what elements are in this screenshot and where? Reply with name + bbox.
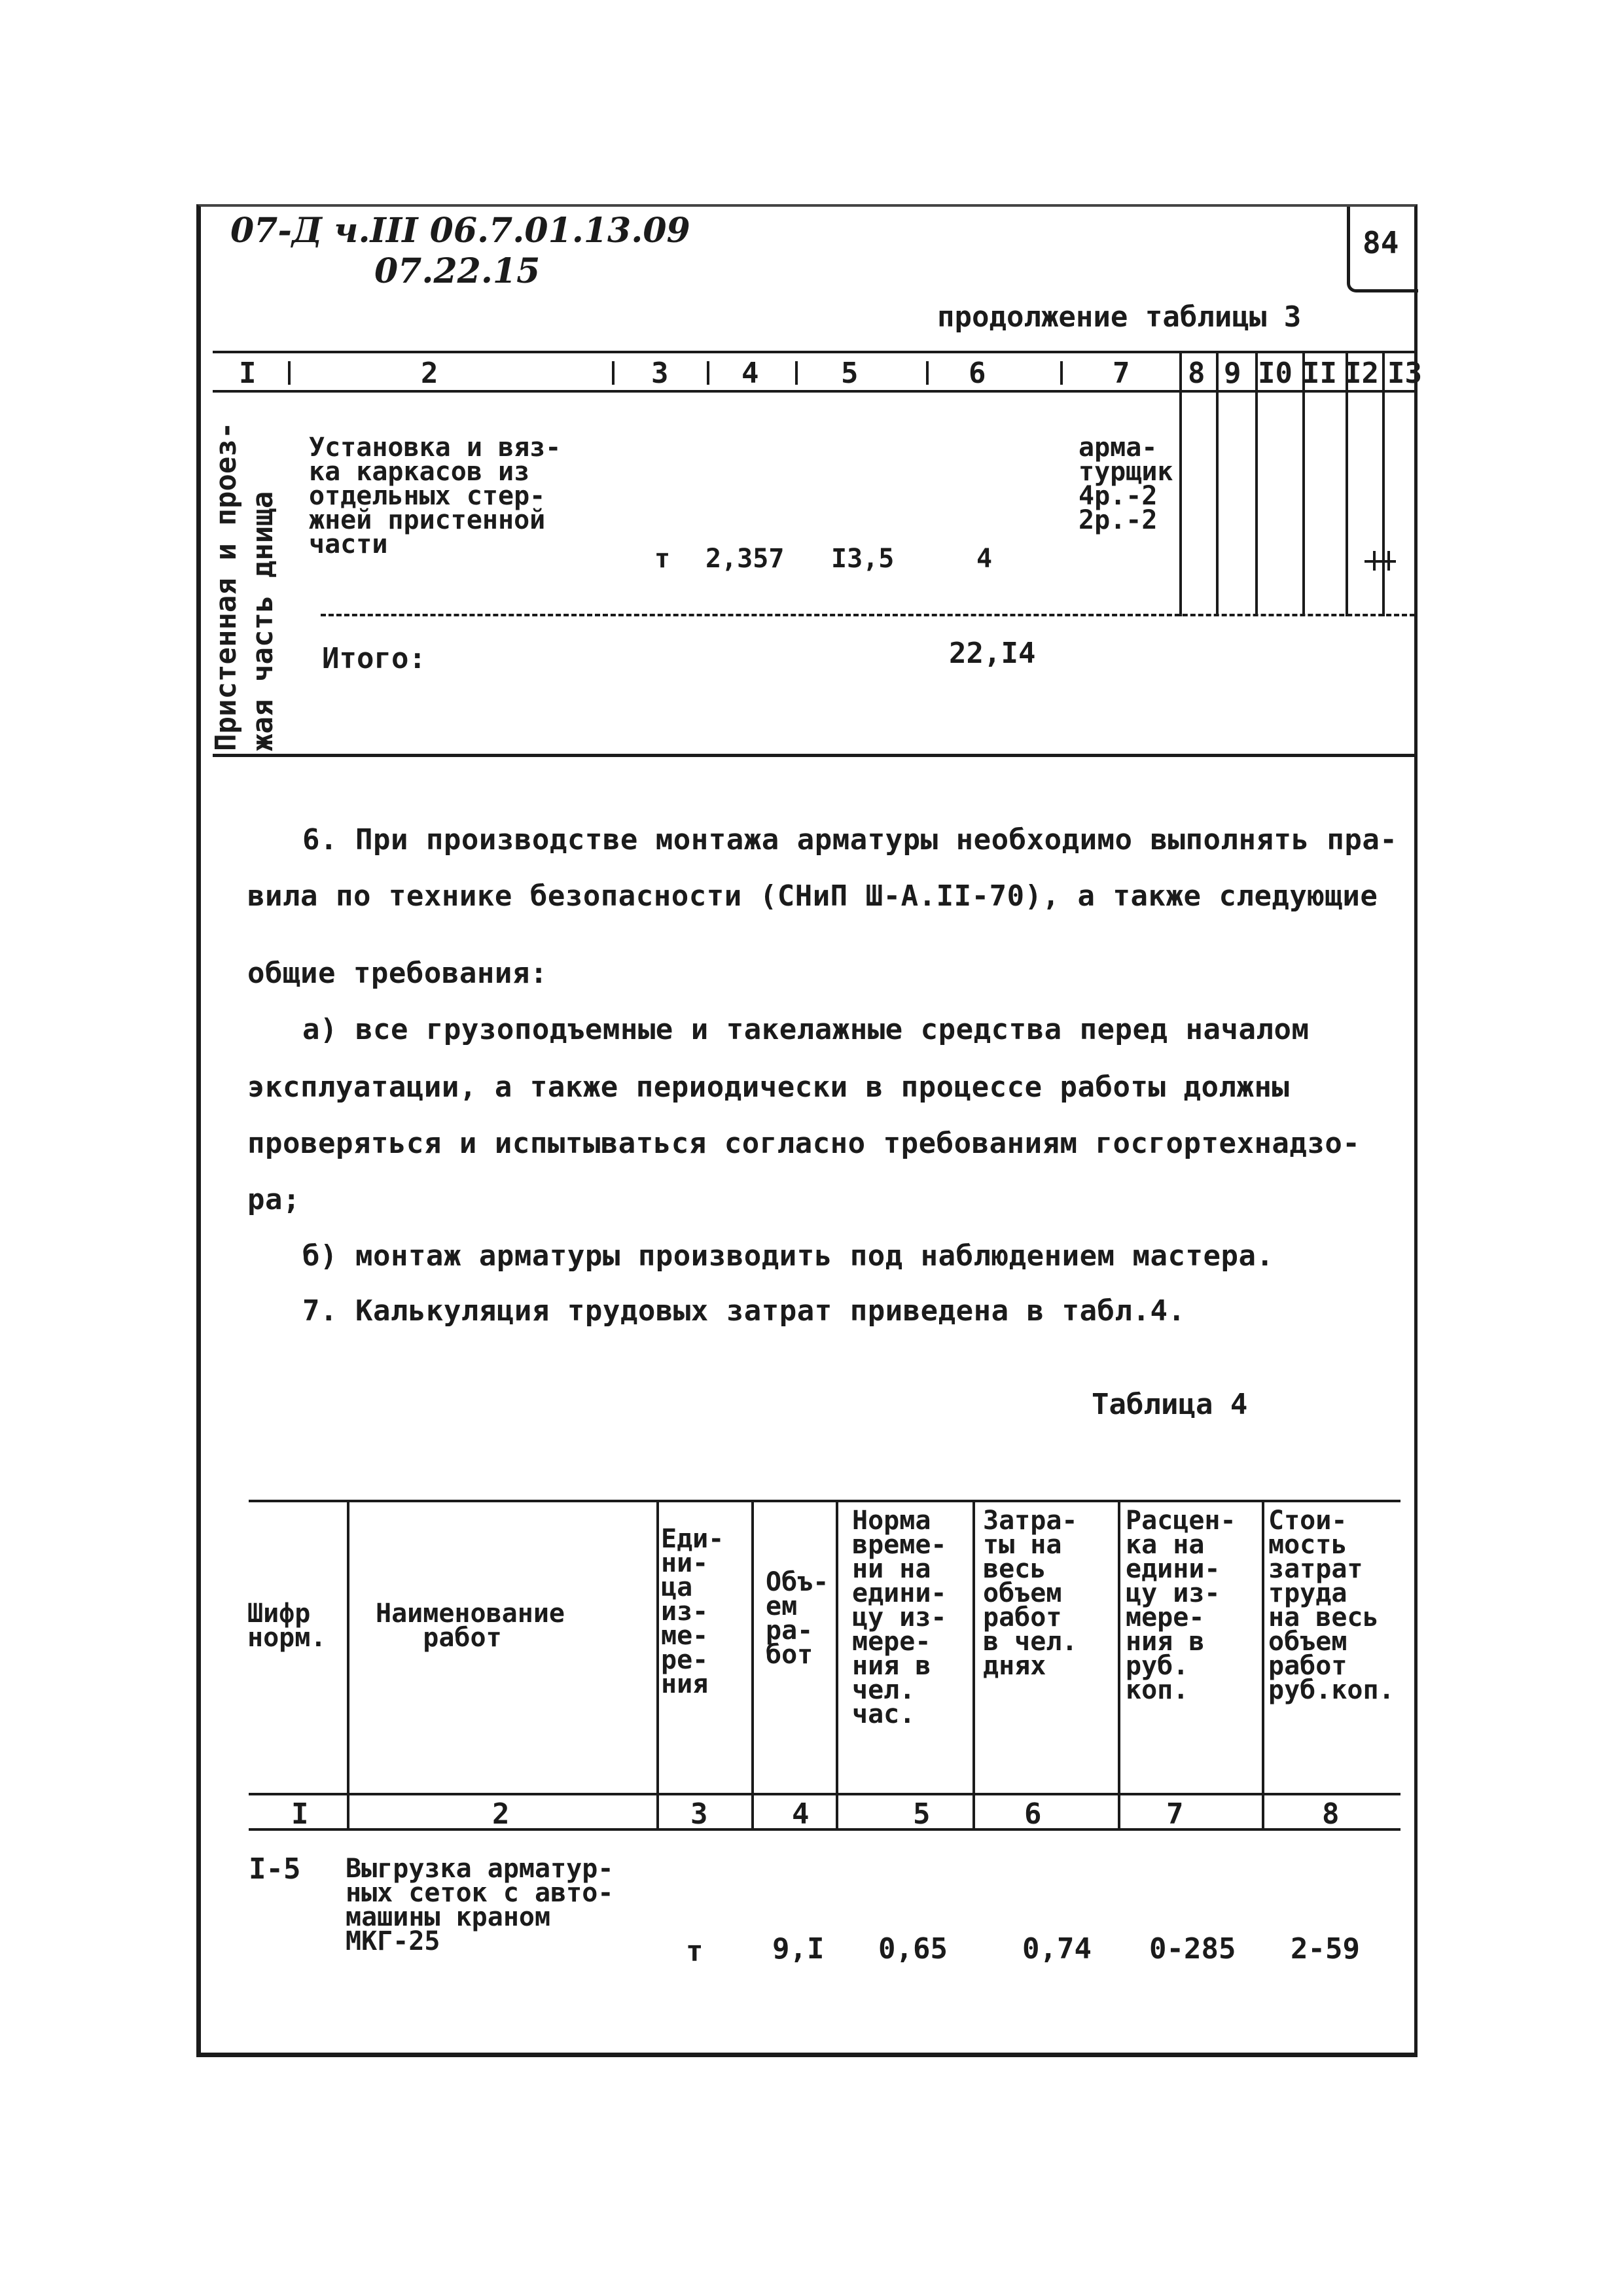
- t4-header-volume: Объ- ем ра- бот: [766, 1567, 829, 1670]
- t3-row-volume: 2,357: [705, 544, 785, 574]
- t3-col-line: [1382, 351, 1385, 616]
- t3-col-num-7: 7: [1113, 357, 1130, 390]
- table4-numbers-rule: [249, 1828, 1400, 1831]
- para-6-line2: вила по технике безопасности (СНиП Ш-А.II-70), а также следующие: [247, 879, 1378, 913]
- t3-col-num-5: 5: [841, 357, 859, 390]
- t4-row-norm: 0,65: [878, 1932, 948, 1966]
- page-number: 84: [1363, 225, 1399, 260]
- t4-col-num-1: I: [291, 1797, 309, 1831]
- t4-col-line: [751, 1500, 754, 1828]
- t4-col-line: [347, 1500, 349, 1828]
- t4-header-cost: Стои- мость затрат труда на весь объем работ руб.коп.: [1268, 1506, 1395, 1705]
- t4-row-code: I-5: [249, 1852, 301, 1886]
- para-a-line2: эксплуатации, а также периодически в процессе работы должны: [247, 1070, 1290, 1104]
- t4-col-line: [656, 1500, 659, 1828]
- t3-col-line: [1216, 351, 1219, 616]
- t4-col-num-5: 5: [913, 1797, 931, 1831]
- t3-col-num-2: 2: [421, 357, 438, 390]
- t4-col-num-7: 7: [1166, 1797, 1184, 1831]
- t4-row-labor: 0,74: [1022, 1932, 1092, 1966]
- t3-sep: [1060, 361, 1063, 385]
- table4-top-rule: [249, 1500, 1400, 1502]
- para-a-line1: а) все грузоподъемные и такелажные средства перед началом: [302, 1013, 1310, 1046]
- table3-header-rule: [213, 390, 1417, 393]
- t4-row-rate: 0-285: [1149, 1932, 1236, 1966]
- t4-col-line: [836, 1500, 838, 1828]
- para-b-line1: б) монтаж арматуры производить под наблюдением мастера.: [302, 1239, 1274, 1273]
- t4-col-num-2: 2: [492, 1797, 510, 1831]
- t3-col-num-6: 6: [969, 357, 986, 390]
- t4-col-line: [1118, 1500, 1120, 1828]
- t3-col-line: [1179, 351, 1182, 616]
- table3-continuation-title: продолжение таблицы 3: [937, 300, 1302, 334]
- para-6-line3: общие требования:: [247, 957, 548, 990]
- t4-header-unit: Еди- ни- ца из- ме- ре- ния: [661, 1524, 724, 1699]
- table4-header-rule: [249, 1793, 1400, 1795]
- document-code-line1: 07-Д ч.III 06.7.01.13.09: [230, 211, 690, 251]
- table3-bottom-rule: [213, 754, 1417, 757]
- t3-row-norm: I3,5: [831, 544, 895, 574]
- t3-sep: [612, 361, 615, 385]
- t3-col-num-4: 4: [741, 357, 759, 390]
- para-a-line4: ра;: [247, 1183, 300, 1216]
- t3-col-num-9: 9: [1224, 357, 1241, 390]
- t3-col-num-3: 3: [651, 357, 669, 390]
- t4-col-num-3: 3: [690, 1797, 708, 1831]
- table3-top-rule: [213, 351, 1417, 353]
- t4-header-norm: Норма време- ни на едини- цу из- мере- ния в чел. час.: [852, 1506, 947, 1729]
- t4-row-volume: 9,I: [772, 1932, 825, 1966]
- t4-row-cost: 2-59: [1291, 1932, 1360, 1966]
- t3-col-num-13: I3: [1387, 357, 1422, 390]
- t4-row-unit: т: [686, 1935, 704, 1968]
- t3-dashed-rule: [321, 614, 1415, 616]
- t3-bar-mark: [1373, 551, 1376, 571]
- t3-col-num-12: I2: [1344, 357, 1379, 390]
- table4-title: Таблица 4: [1092, 1388, 1248, 1421]
- t3-bar-mark: [1387, 551, 1390, 571]
- t4-col-num-6: 6: [1024, 1797, 1042, 1831]
- t3-sep: [926, 361, 929, 385]
- para-7-line1: 7. Калькуляция трудовых затрат приведена в табл.4.: [302, 1294, 1186, 1328]
- para-6-line1: 6. При производстве монтажа арматуры необходимо выполнять пра-: [302, 823, 1398, 857]
- t4-header-labor: Затра- ты на весь объем работ в чел. днях: [983, 1506, 1078, 1681]
- t3-col-num-10: I0: [1258, 357, 1293, 390]
- t3-sep: [707, 361, 709, 385]
- t3-col-num-8: 8: [1188, 357, 1205, 390]
- t3-col-line: [1302, 351, 1305, 616]
- t3-row-name: Установка и вяз- ка каркасов из отдельных стер- жней пристенной части: [309, 433, 562, 559]
- t4-header-rate: Расцен- ка на едини- цу из- мере- ния в руб. коп.: [1126, 1506, 1236, 1705]
- t4-col-line: [1262, 1500, 1264, 1828]
- t4-col-line: [972, 1500, 975, 1828]
- t3-total-value: 22,I4: [949, 637, 1036, 670]
- t4-row-name: Выгрузка арматур- ных сеток с авто- машины краном МКГ-25: [346, 1854, 614, 1956]
- t3-total-label: Итого:: [322, 642, 426, 675]
- document-code-line2: 07.22.15: [374, 251, 541, 291]
- para-a-line3: проверяться и испытываться согласно требованиям госгортехнадзо-: [247, 1127, 1361, 1160]
- t4-header-code: Шифр норм.: [247, 1598, 327, 1653]
- t3-sep: [288, 361, 291, 385]
- t4-header-name: Наименование работ: [376, 1598, 565, 1653]
- t3-row-unit: т: [654, 544, 671, 574]
- t3-col-num-11: II: [1302, 357, 1337, 390]
- t3-row-crew: арма- турщик 4р.-2 2р.-2: [1079, 433, 1173, 535]
- t3-row-col6: 4: [976, 544, 993, 574]
- t4-col-num-8: 8: [1322, 1797, 1340, 1831]
- t3-section-label: Пристенная и проез- жая часть днища: [209, 421, 279, 751]
- t3-sep: [795, 361, 798, 385]
- t3-bar-mark: [1364, 560, 1396, 563]
- t3-col-line: [1255, 351, 1258, 616]
- t4-col-num-4: 4: [792, 1797, 810, 1831]
- t3-col-line: [1346, 351, 1348, 616]
- t3-col-num-1: I: [239, 357, 257, 390]
